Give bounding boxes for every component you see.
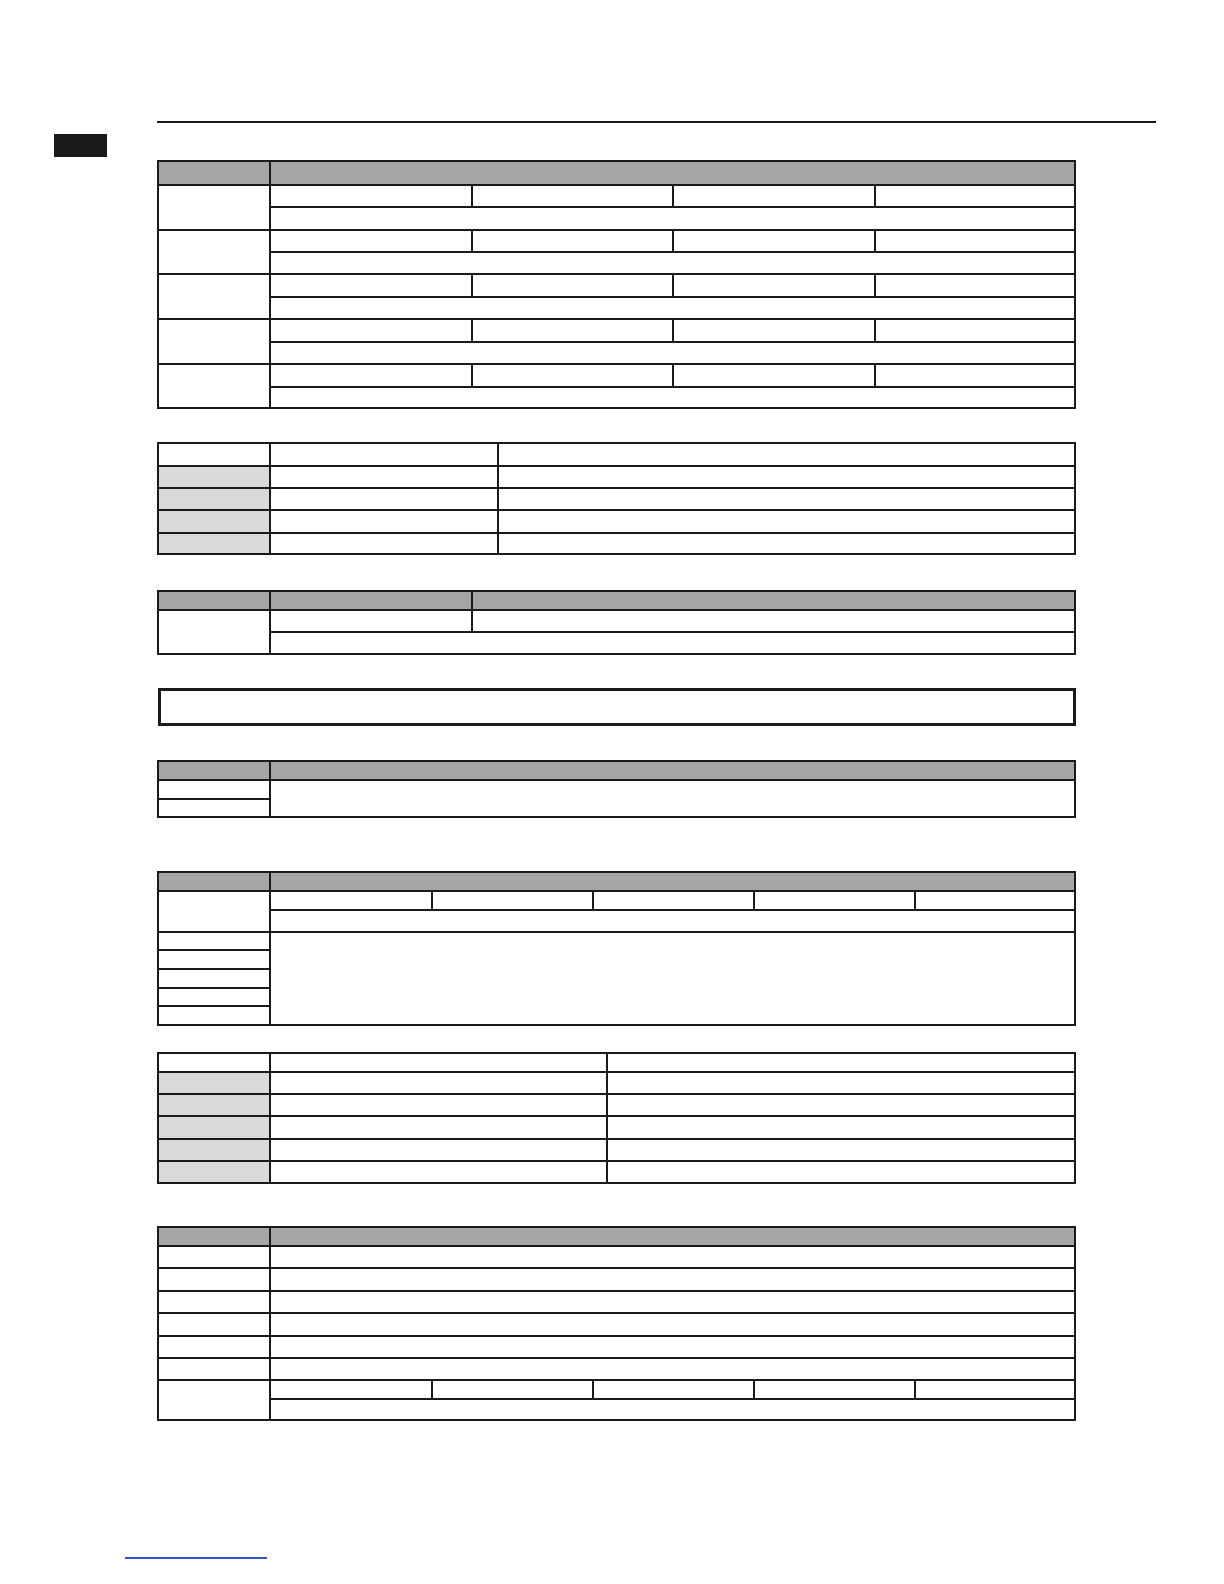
section-tab — [54, 134, 107, 157]
notice-box — [158, 688, 1076, 726]
footer-link[interactable] — [125, 1557, 267, 1559]
header-rule — [157, 121, 1156, 123]
